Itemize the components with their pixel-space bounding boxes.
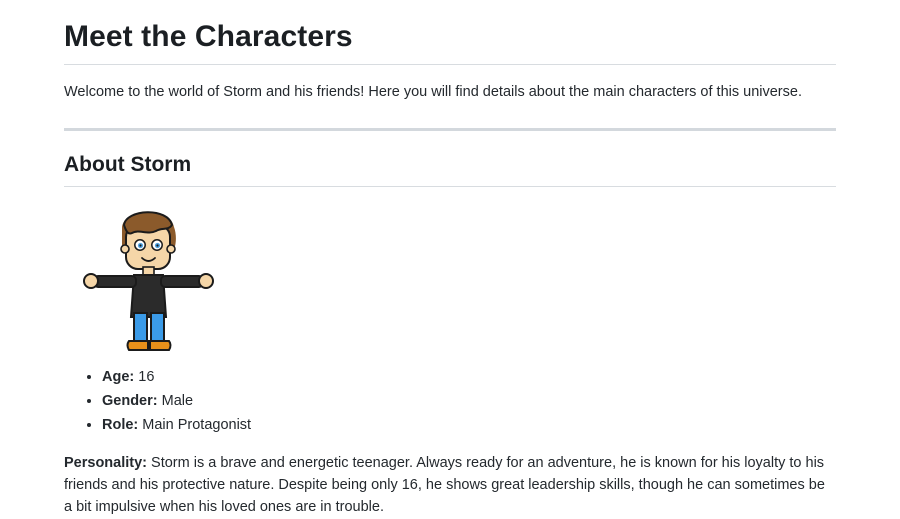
list-item	[102, 414, 836, 438]
personality-text: Storm is a brave and energetic teenager. Always ready for an adventure, he is known for his loyalty to his friends and his protective nature. Despite being only 16, he shows great leadership skills, though he can sometimes be a bit impulsive when his loved ones are in trouble.	[64, 454, 825, 516]
storm-character-illustration	[82, 201, 242, 356]
stat-value-gender: Male	[161, 392, 194, 409]
personality-paragraph	[64, 452, 836, 519]
stat-label-age: Age:	[102, 368, 135, 385]
intro-paragraph: Welcome to the world of Storm and his friends! Here you will find details about the main characters of this universe.	[64, 84, 802, 100]
section-title-about-storm: About Storm	[64, 153, 836, 187]
page-title: Meet the Characters	[64, 20, 836, 65]
character-stats-list	[64, 366, 836, 438]
personality-label: Personality:	[64, 454, 147, 471]
section-divider	[64, 128, 836, 131]
list-item	[102, 390, 836, 414]
stat-label-gender: Gender:	[102, 392, 158, 409]
list-item	[102, 366, 836, 390]
stat-value-age: 16	[138, 368, 155, 385]
stat-label-role: Role:	[102, 416, 139, 433]
stat-value-role: Main Protagonist	[142, 416, 252, 433]
